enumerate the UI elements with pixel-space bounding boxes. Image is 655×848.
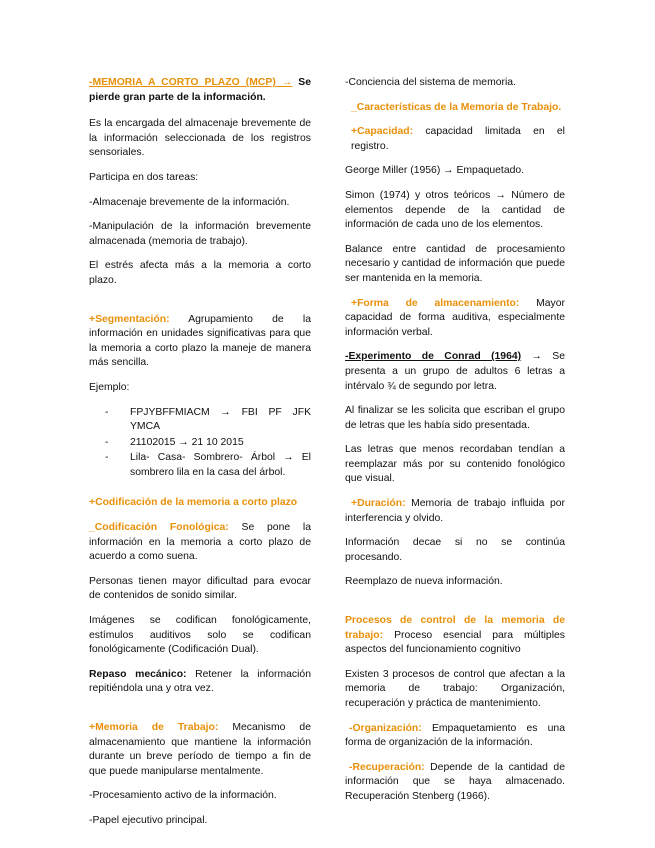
paragraph: El estrés afecta más a la memoria a corto plazo. <box>89 260 311 286</box>
working-memory-paragraph <box>89 721 311 779</box>
list-item: - FPJYBFFMIACM → FBI PF JFK YMCA <box>89 406 311 435</box>
control-processes-paragraph <box>345 614 565 658</box>
paragraph: Información decae si no se continúa procesando. <box>345 537 565 563</box>
mcp-title-label: -MEMORIA A CORTO PLAZO (MCP) → <box>89 77 293 88</box>
paragraph: Simon (1974) y otros teóricos → Número de elementos depende de la cantidad de información de cada uno de los elementos. <box>345 189 565 231</box>
control-processes-text: Proceso esencial para múltiples aspectos del funcionamiento cognitivo <box>345 629 565 656</box>
working-memory-label: +Memoria de Trabajo: <box>89 722 219 733</box>
paragraph: Balance entre cantidad de procesamiento necesario y cantidad de información que puede ser mantenida en la memoria. <box>345 243 565 284</box>
control-processes-label: Procesos de control de la memoria de trabajo: <box>345 615 565 641</box>
paragraph: -Papel ejecutivo principal. <box>89 814 208 826</box>
paragraph: Reemplazo de nueva información. <box>345 576 503 588</box>
paragraph: Personas tienen mayor dificultad para evocar de contenidos de sonido similar. <box>89 575 311 602</box>
right-column <box>345 76 565 815</box>
example-label: Ejemplo: <box>89 381 130 393</box>
capacity-paragraph <box>345 125 565 154</box>
paragraph: -Almacenaje brevemente de la información. <box>89 196 290 208</box>
organization-paragraph <box>345 722 565 751</box>
list-item: - 21102015 → 21 10 2015 <box>89 436 311 451</box>
paragraph: Existen 3 procesos de control que afectan a la memoria de trabajo: Organización, recuperación y práctica de mantenimiento. <box>345 668 565 709</box>
paragraph: Es la encargada del almacenaje brevemente de la información seleccionada de los registros sensoriales. <box>89 118 311 159</box>
paragraph: Las letras que menos recordaban tendían a reemplazar más por su contenido fonológico que visual. <box>345 444 565 485</box>
experiment-paragraph <box>345 350 565 394</box>
organization-label: -Organización: <box>349 722 422 734</box>
phonological-text: Se pone la información en la memoria a corto plazo de acuerdo a como suena. <box>89 522 312 563</box>
coding-heading: +Codificación de la memoria a corto plazo <box>89 497 298 509</box>
paragraph: Al finalizar se les solicita que escriban el grupo de letras que les había sido presentada. <box>345 405 565 431</box>
paragraph: Participa en dos tareas: <box>89 171 199 183</box>
retrieval-text: Depende de la cantidad de información que se haya almacenado. Recuperación Stenberg (1966). <box>345 761 565 802</box>
duration-label: +Duración: <box>351 498 406 510</box>
paragraph: George Miller (1956) → Empaquetado. <box>345 165 525 177</box>
paragraph: -Conciencia del sistema de memoria. <box>345 77 516 88</box>
segmentation-paragraph <box>89 313 311 371</box>
segmentation-text: Agrupamiento de la información en unidades significativas para que la memoria a corto plazo la maneje de manera más sencilla. <box>89 313 311 369</box>
example-list <box>89 406 311 481</box>
mcp-title-text: Se pierde gran parte de la información. <box>89 77 311 103</box>
rehearsal-label: Repaso mecánico: <box>89 668 187 680</box>
mcp-title <box>89 76 311 105</box>
phonological-label: _Codificación Fonológica: <box>89 522 229 534</box>
paragraph: Imágenes se codifican fonológicamente, estímulos auditivos solo se codifican fonológicamente (Codificación Dual). <box>89 615 311 656</box>
paragraph: -Procesamiento activo de la información. <box>89 790 277 802</box>
capacity-text: capacidad limitada en el registro. <box>351 126 565 152</box>
rehearsal-text: Retener la información repitiéndola una y otra vez. <box>89 668 311 695</box>
retrieval-label: -Recuperación: <box>349 761 425 773</box>
experiment-text: → Se presenta a un grupo de adultos 6 letras a intérvalo ¾ de segundo por letra. <box>345 351 565 392</box>
organization-text: Empaquetamiento es una forma de organización de la información. <box>345 722 565 749</box>
retrieval-paragraph <box>345 761 565 805</box>
storage-paragraph <box>345 297 565 341</box>
storage-label: +Forma de almacenamiento: <box>351 297 520 309</box>
experiment-label: -Experimento de Conrad (1964) <box>345 351 522 363</box>
duration-text: Memoria de trabajo influida por interferencia y olvido. <box>345 498 565 524</box>
capacity-label: +Capacidad: <box>351 126 414 138</box>
storage-text: Mayor capacidad de forma auditiva, especialmente información verbal. <box>345 297 565 338</box>
duration-paragraph <box>345 497 565 526</box>
working-memory-text: Mecanismo de almacenamiento que mantiene la información durante un breve período de tiempo a fin de que puede manipularse mentalmente. <box>89 722 311 777</box>
rehearsal-paragraph <box>89 668 311 697</box>
left-column <box>89 76 311 839</box>
list-item: - Lila- Casa- Sombrero- Árbol → El sombrero lila en la casa del árbol. <box>89 451 311 480</box>
paragraph: -Manipulación de la información brevemente almacenada (memoria de trabajo). <box>89 221 311 247</box>
segmentation-label: +Segmentación: <box>89 313 170 325</box>
characteristics-heading: _Características de la Memoria de Trabajo. <box>351 101 562 113</box>
phonological-paragraph <box>89 521 311 565</box>
